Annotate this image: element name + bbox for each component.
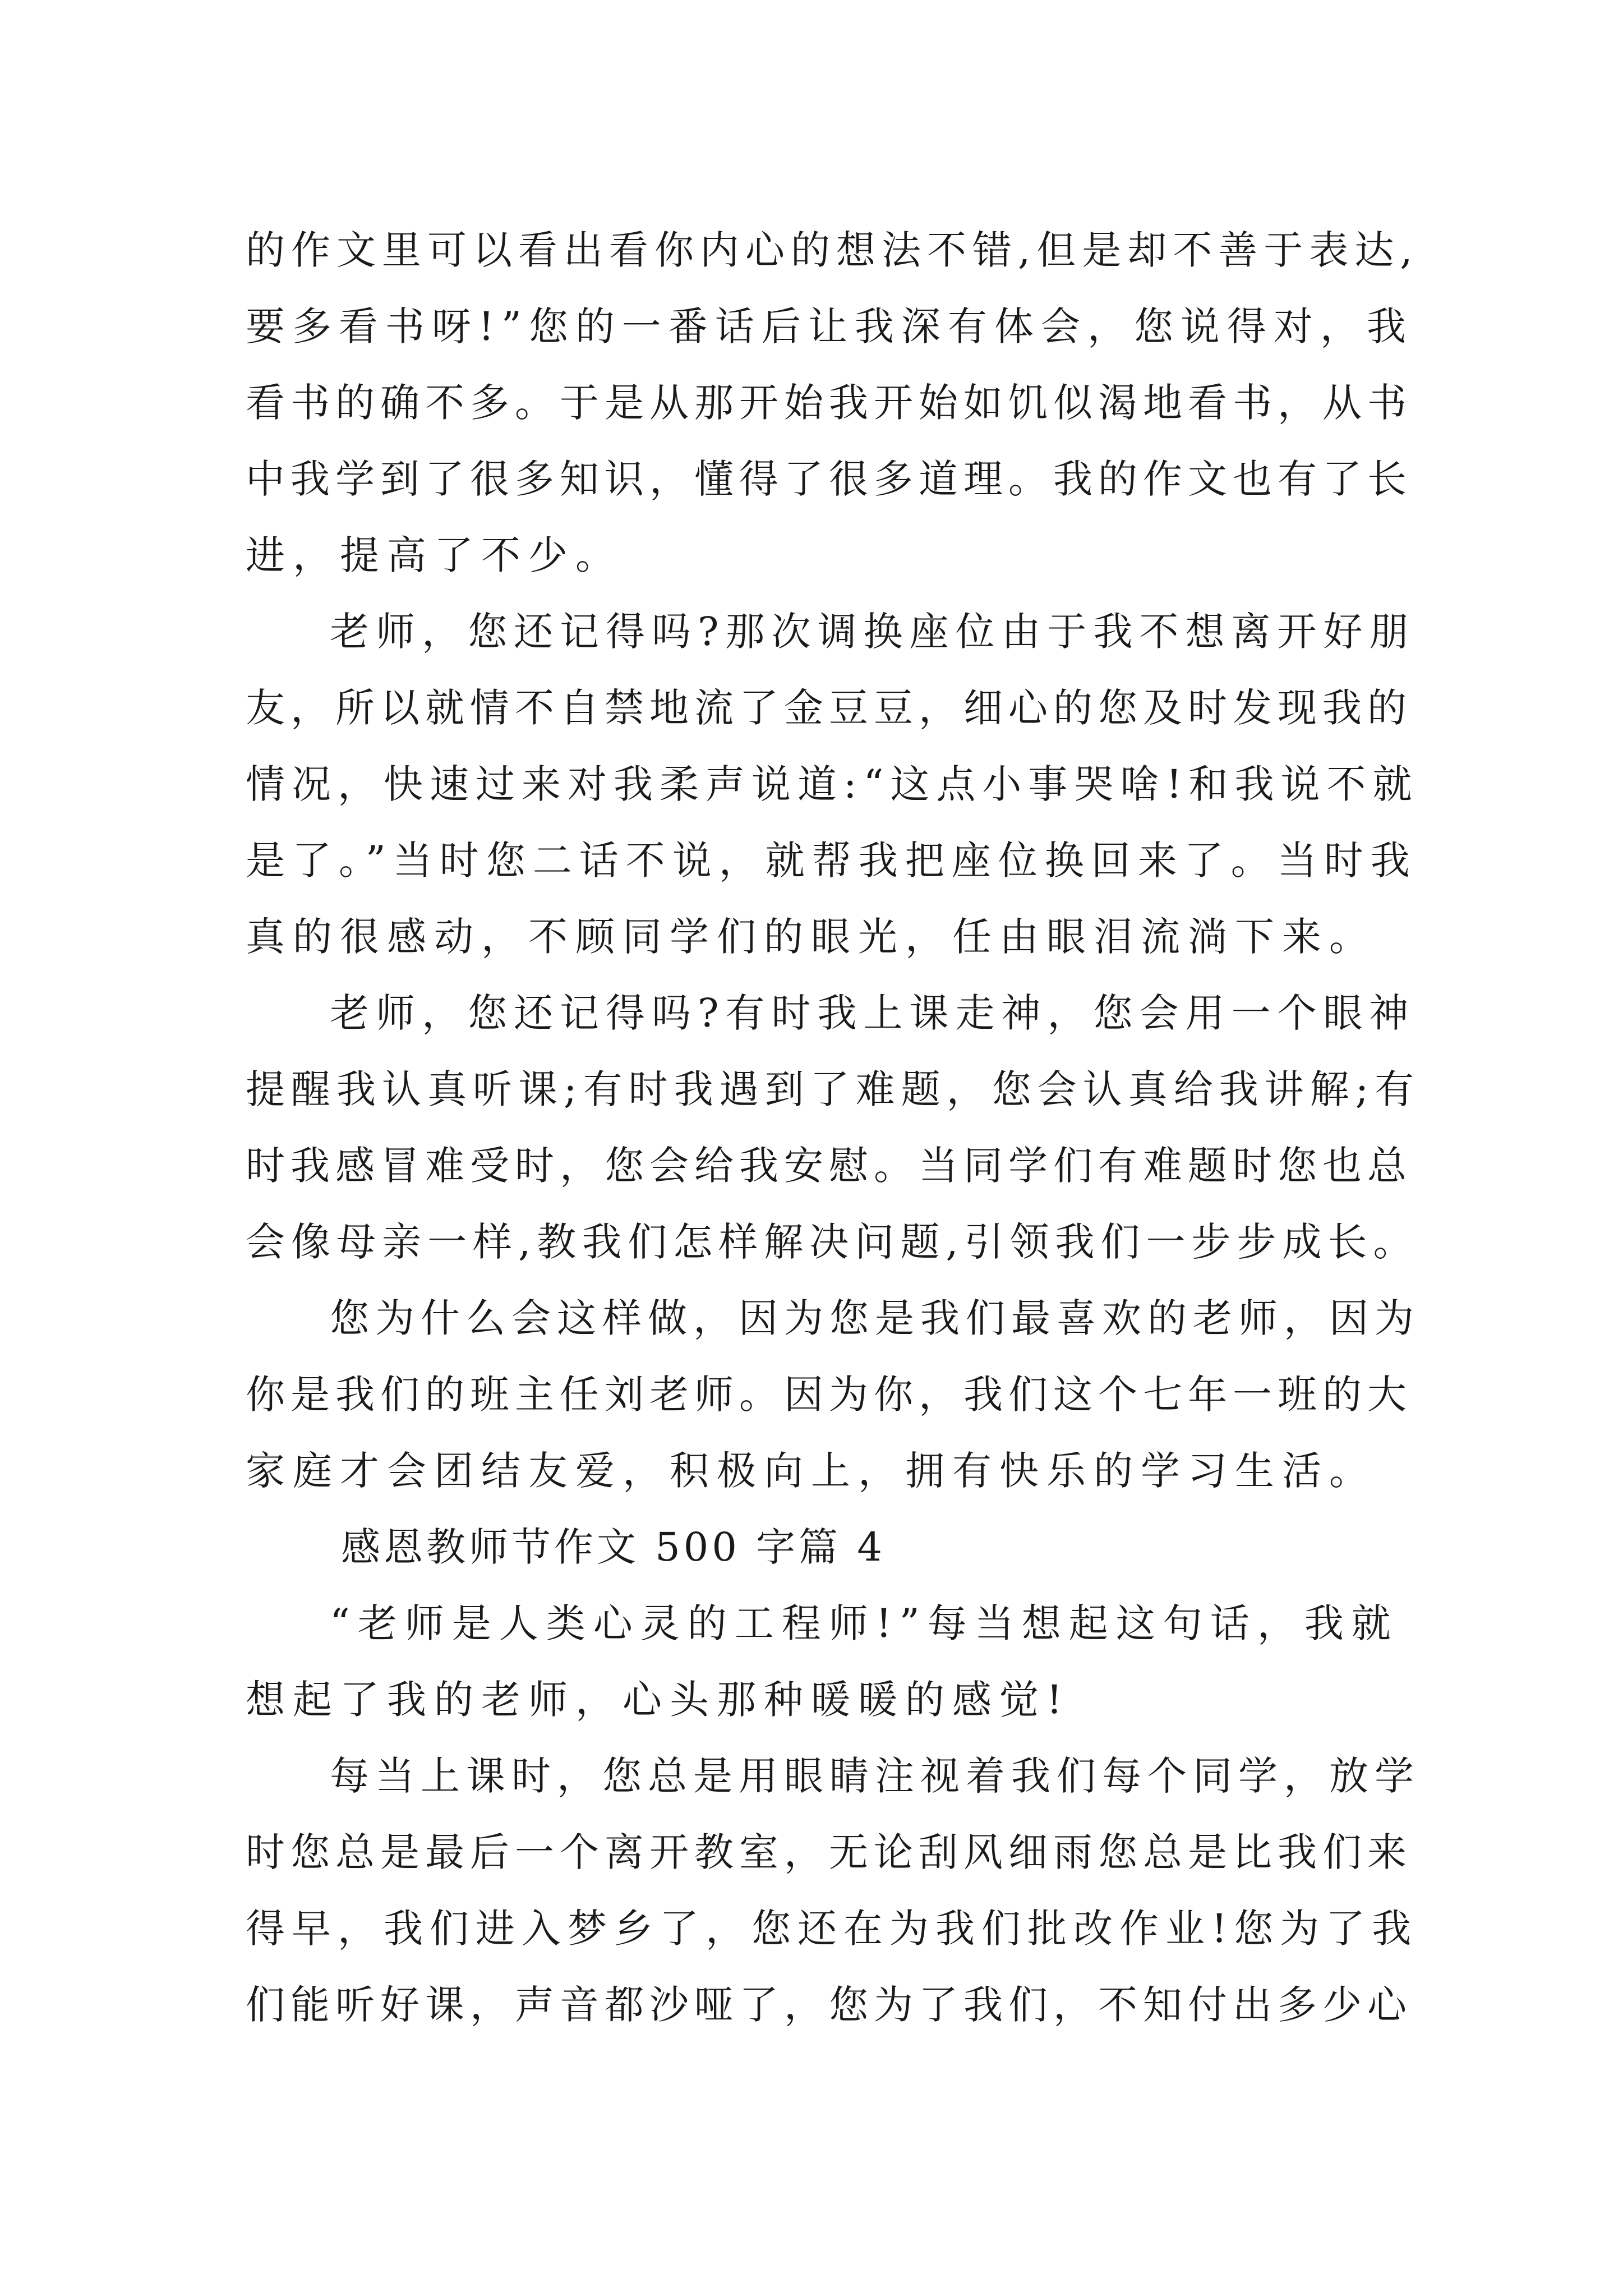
text-line: 时您总是最后一个离开教室，无论刮风细雨您总是比我们来 — [246, 1829, 1412, 1875]
text-line: 进，提高了不少。 — [246, 532, 623, 578]
text-line: 友，所以就情不自禁地流了金豆豆，细心的您及时发现我的 — [246, 685, 1412, 731]
text-line: 家庭才会团结友爱，积极向上，拥有快乐的学习生活。 — [246, 1448, 1376, 1494]
text-line: 得早，我们进入梦乡了，您还在为我们批改作业!您为了我 — [246, 1906, 1418, 1952]
paragraph-start-line: 老师，您还记得吗?有时我上课走神，您会用一个眼神 — [330, 990, 1415, 1036]
text-line: 提醒我认真听课;有时我遇到了难题，您会认真给我讲解;有 — [246, 1066, 1421, 1112]
text-line: 真的很感动，不顾同学们的眼光，任由眼泪流淌下来。 — [246, 914, 1376, 960]
paragraph-start-line: 老师，您还记得吗?那次调换座位由于我不想离开好朋 — [330, 609, 1415, 655]
section-heading: 感恩教师节作文 500 字篇 4 — [341, 1524, 886, 1570]
text-line: 中我学到了很多知识，懂得了很多道理。我的作文也有了长 — [246, 456, 1412, 502]
text-line: 情况，快速过来对我柔声说道:“这点小事哭啥!和我说不就 — [246, 761, 1419, 807]
text-line: 的作文里可以看出看你内心的想法不错,但是却不善于表达, — [246, 227, 1419, 273]
text-line: 是了。”当时您二话不说，就帮我把座位换回来了。当时我 — [246, 838, 1417, 884]
paragraph-start-line: 每当上课时，您总是用眼睛注视着我们每个同学，放学 — [330, 1753, 1420, 1799]
text-line: 你是我们的班主任刘老师。因为你，我们这个七年一班的大 — [246, 1372, 1412, 1418]
paragraph-start-line: “老师是人类心灵的工程师!”每当想起这句话，我就 — [330, 1600, 1399, 1646]
text-line: 看书的确不多。于是从那开始我开始如饥似渴地看书，从书 — [246, 380, 1412, 426]
text-line: 会像母亲一样,教我们怎样解决问题,引领我们一步步成长。 — [246, 1219, 1419, 1265]
text-line: 们能听好课，声音都沙哑了，您为了我们，不知付出多少心 — [246, 1982, 1412, 2028]
essay-body — [246, 212, 1423, 2043]
text-line: 想起了我的老师，心头那种暖暖的感觉! — [246, 1677, 1071, 1723]
text-line: 要多看书呀!”您的一番话后让我深有体会，您说得对，我 — [246, 303, 1413, 349]
paragraph-start-line: 您为什么会这样做，因为您是我们最喜欢的老师，因为 — [330, 1295, 1420, 1341]
text-line: 时我感冒难受时，您会给我安慰。当同学们有难题时您也总 — [246, 1143, 1412, 1189]
